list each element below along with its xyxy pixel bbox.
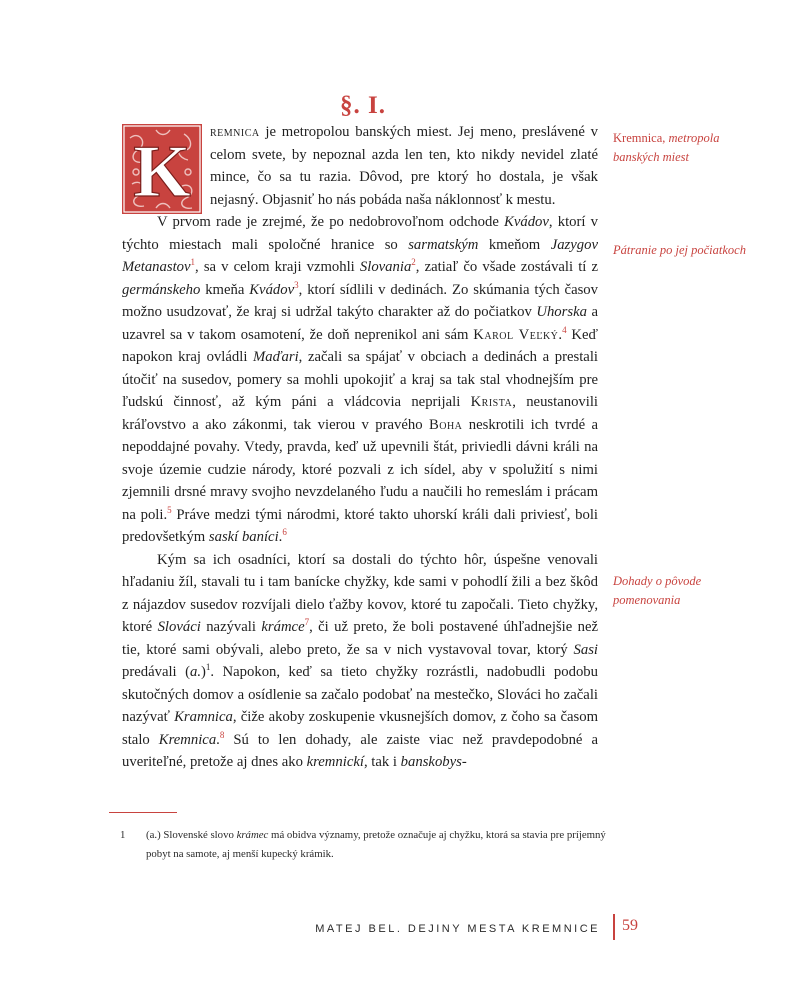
footnote-divider [109, 812, 177, 813]
footnote-ref[interactable]: 2 [411, 257, 416, 268]
paragraph-2: V prvom rade je zrejmé, že po nedobrovoľnom odchode Kvádov, ktorí v týchto miestach mali spoločné hranice so sarmatským kmeňom Jazygov Metanastov$^1$, sa v celom kraji vzmohli Slovania$^2$, zatiaľ čo všade zostávali tí z germánskeho kmeňa Kvádov$^3$, ktorí sídlili v dedinách. Zo skúmania tých časov možno usudzovať, že kraj si udržal takýto charakter až do počiatkov Uhorska a uzavrel sa v takom osamotení, že doň neprenikol ani sám Karol Veľký.$^4$ Keď napokon kraj ovládli Maďari, začali sa spájať v obciach a dedinách a prestali útočiť na susedov, pomery sa mohli upokojiť a kraj sa tak stal vhodnejším pre ľudskú činnosť, až kým páni a vládcovia neprijali Krista, neustanovili kráľovstvo a ako zákonmi, tak vierou v pravého Boha neskrotili ich tvrdé a nepoddajné povahy. Vtedy, pravda, keď už upevnili štát, priviedli dávni králi na svoje územie cudzie národy, ktoré pozvali z ich sídel, aby v spolužití s nimi zjemnili drsné mravy svojho nevzdelaného ľudu a naučili ho remeslám i prácam na poli.$^5$ Práve medzi tými národmi, ktoré takto uhorskí králi dali priviesť, boli predovšetkým saskí baníci.$^6$ [122, 214, 599, 545]
drop-cap-letter: K [133, 131, 191, 213]
footnote-ref[interactable]: 7 [304, 617, 310, 628]
footnote-ref[interactable]: 4 [562, 324, 567, 335]
margin-note-naming: Dohady o pôvode pomenovania [613, 574, 702, 607]
footnote-ref[interactable]: 5 [167, 504, 172, 515]
header-divider [613, 914, 615, 940]
footnote-ref[interactable]: 3 [294, 279, 299, 290]
margin-note-metropolis: Kremnica, metropola banských miest [613, 131, 720, 164]
page-number: 59 [622, 917, 638, 934]
paragraph-3: Kým sa ich osadníci, ktorí sa dostali do týchto hôr, úspešne venovali hľadaniu žíl, stavali tu i tam banícke chyžky, kde sami v pohodlí žili a bez škôd z nájazdov susedov rozvíjali dielo ťažby kovov, ktoré tu započali. Tieto chyžky, ktoré Slováci nazývali krámce$^7$, či už preto, že boli postavené úhľadnejšie než tie, ktoré sami obývali, alebo preto, že sa v nich vystavoval tovar, ktorý Sasi predávali $(a.)^1$. Napokon, keď sa tieto chyžky rozrástli, nadobudli podobu skutočných domov a osídlenie sa začalo podobať na mestečko, Slováci ho začali nazývať Kramnica, čiže akoby zoskupenie vkusnejších domov, z čoho sa časom stalo Kremnica.$^8$ Sú to len dohady, ale zaiste viac než pravdepodobné a uveriteľné, pretože aj dnes ako kremnickí, tak i banskobys- [122, 551, 598, 770]
section-title: §. I. [340, 92, 386, 119]
footnote-number: 1 [120, 829, 126, 841]
running-header: MATEJ BEL. DEJINY MESTA KREMNICE [315, 923, 600, 935]
footnote-ref[interactable]: 6 [282, 527, 287, 538]
paragraph-1: remnica je metropolou banských miest. Jej meno, preslávené v celom svete, by nepoznal azda len ten, kto nikdy nevidel zlaté mince, čo sa tu razia. Dôvod, pre ktorý ho dostala, je však nejasný. Objasniť ho nás pobáda naša náklonnosť k mestu. [210, 124, 598, 208]
margin-note-origins: Pátranie po jej počiatkoch [613, 243, 746, 257]
footnote-text: (a.) Slovenské slovo krámec má obidva významy, pretože označuje aj chyžku, ktorá sa stavia pre príjemný pobyt na samote, aj menší kupecký krámik. [146, 829, 606, 860]
footnote [122, 826, 618, 864]
main-body-text [122, 121, 598, 774]
footnote-ref-bottom[interactable]: 1 [205, 662, 211, 673]
footnote-ref[interactable]: 1 [190, 257, 196, 268]
footnote-ref[interactable]: 8 [219, 729, 225, 740]
